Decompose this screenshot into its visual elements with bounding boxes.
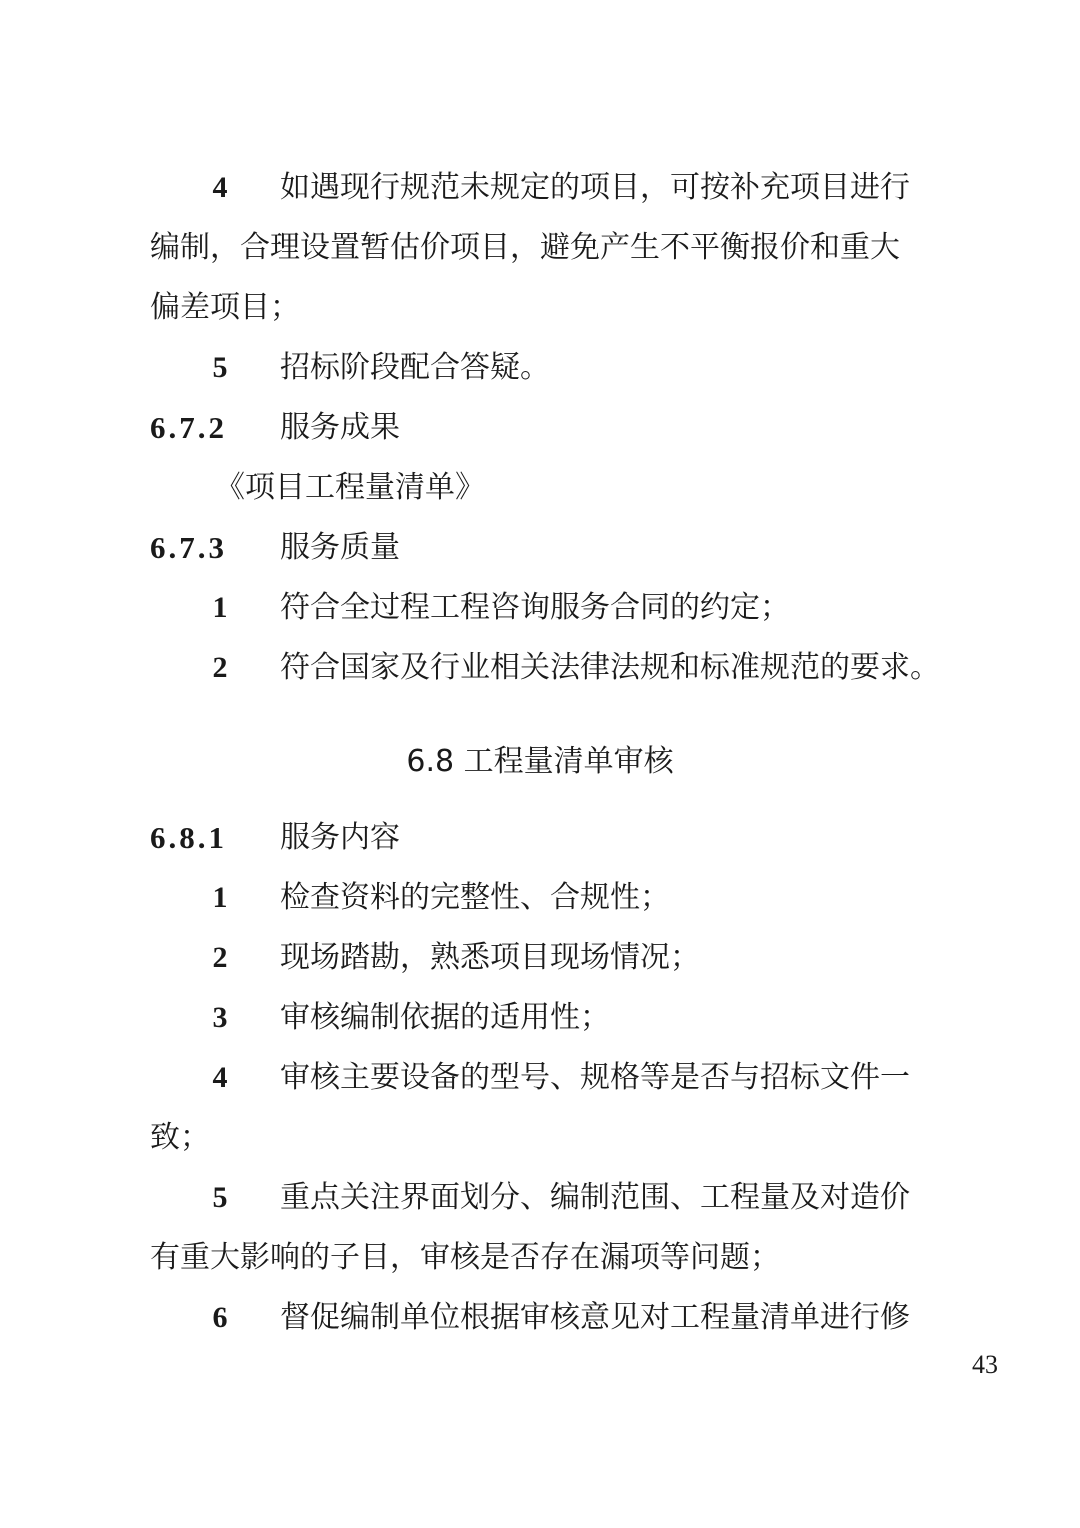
item-text-continuation: 偏差项目； — [150, 290, 300, 325]
item-number: 5 — [212, 1181, 228, 1214]
section-heading: 6.8 工程量清单审核 — [406, 744, 674, 779]
section-number: 6.8.1 — [150, 820, 227, 855]
item-number: 1 — [212, 881, 228, 914]
item-text-continuation: 致； — [150, 1120, 210, 1155]
item-text: 现场踏勘，熟悉项目现场情况； — [280, 940, 700, 975]
item-number: 4 — [212, 171, 228, 204]
page-number: 43 — [972, 1350, 998, 1379]
item-text-continuation: 有重大影响的子目，审核是否存在漏项等问题； — [150, 1240, 780, 1275]
item-number: 5 — [212, 351, 228, 384]
item-text: 检查资料的完整性、合规性； — [280, 880, 670, 915]
section-title: 服务内容 — [280, 820, 400, 855]
item-number: 4 — [212, 1061, 228, 1094]
item-text: 督促编制单位根据审核意见对工程量清单进行修 — [280, 1300, 910, 1335]
item-number: 3 — [212, 1001, 228, 1034]
item-text: 招标阶段配合答疑。 — [280, 350, 550, 385]
section-title: 服务质量 — [280, 530, 400, 565]
item-text: 符合国家及行业相关法律法规和标准规范的要求。 — [280, 650, 940, 685]
item-text: 符合全过程工程咨询服务合同的约定； — [280, 590, 790, 625]
item-text: 重点关注界面划分、编制范围、工程量及对造价 — [280, 1180, 910, 1215]
section-number: 6.7.3 — [150, 530, 227, 565]
item-number: 6 — [212, 1301, 228, 1334]
item-text: 审核编制依据的适用性； — [280, 1000, 610, 1035]
section-number: 6.7.2 — [150, 410, 227, 445]
item-text: 审核主要设备的型号、规格等是否与招标文件一 — [280, 1060, 910, 1095]
item-text-continuation: 编制，合理设置暂估价项目，避免产生不平衡报价和重大 — [150, 230, 900, 265]
item-number: 2 — [212, 651, 228, 684]
item-text: 如遇现行规范未规定的项目，可按补充项目进行 — [280, 170, 910, 205]
section-title: 服务成果 — [280, 410, 400, 445]
item-number: 1 — [212, 591, 228, 624]
item-number: 2 — [212, 941, 228, 974]
deliverable-text: 《项目工程量清单》 — [215, 470, 485, 505]
